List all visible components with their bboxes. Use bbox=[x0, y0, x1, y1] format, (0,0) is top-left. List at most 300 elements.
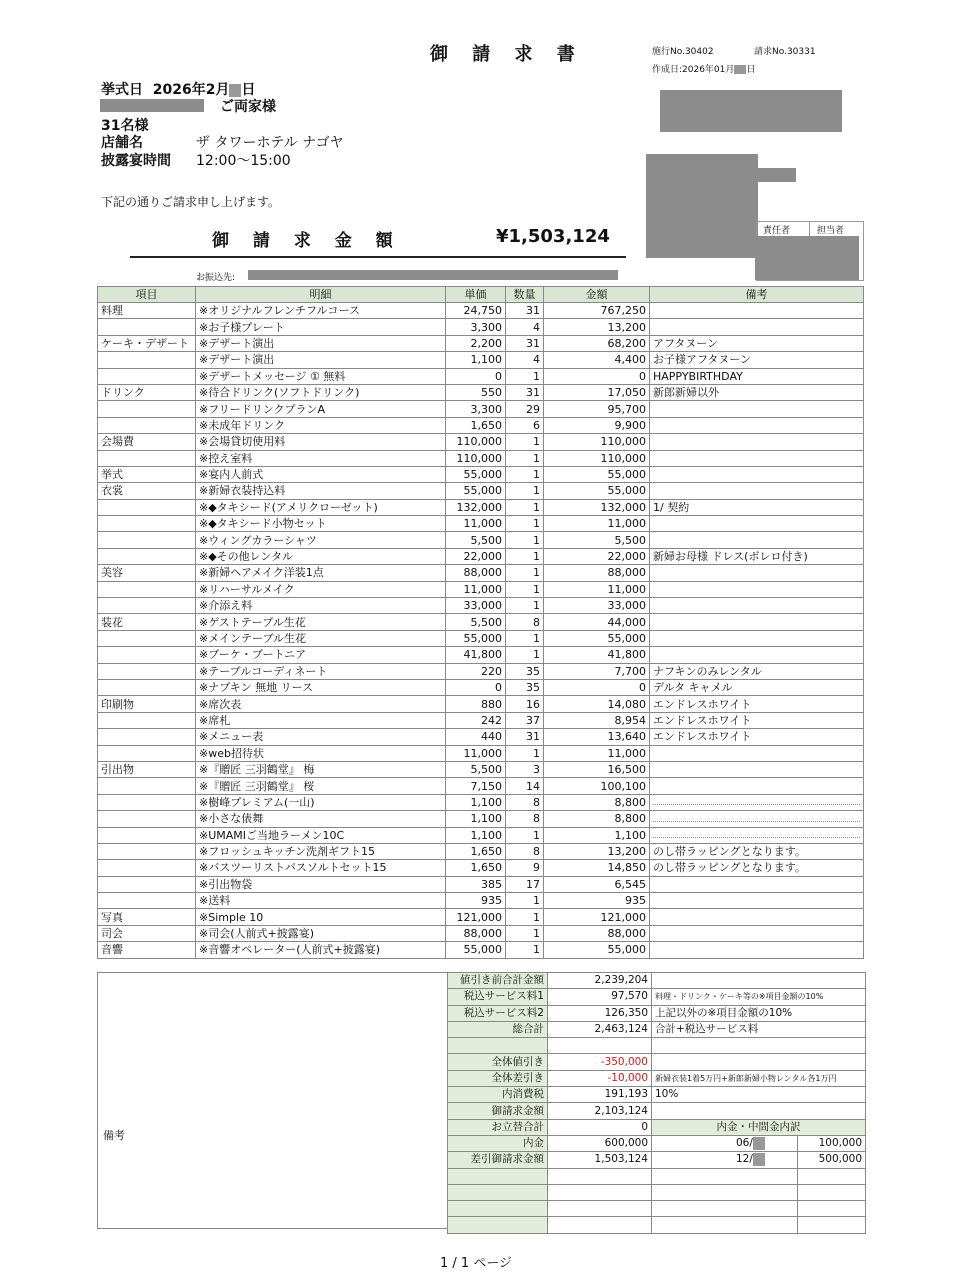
row-quantity: 1 bbox=[506, 598, 544, 614]
table-row bbox=[98, 384, 864, 400]
row-quantity: 1 bbox=[506, 483, 544, 499]
row-quantity: 16 bbox=[506, 696, 544, 712]
breakdown-label: 内金・中間金内訳 bbox=[652, 1119, 866, 1135]
table-row bbox=[98, 434, 864, 450]
table-row bbox=[98, 516, 864, 532]
row-item: ※UMAMIご当地ラーメン10C bbox=[196, 827, 446, 843]
row-amount: 100,100 bbox=[544, 778, 650, 794]
row-amount: 0 bbox=[544, 679, 650, 695]
row-note: ナフキンのみレンタル bbox=[650, 663, 864, 679]
row-item: ※◆タキシード(アメリクローゼット) bbox=[196, 499, 446, 515]
row-amount: 14,850 bbox=[544, 860, 650, 876]
row-unit-price: 1,100 bbox=[446, 827, 506, 843]
svc2-note: 上記以外の※項目金額の10% bbox=[652, 1005, 866, 1021]
row-unit-price: 1,100 bbox=[446, 352, 506, 368]
row-category: 引出物 bbox=[98, 761, 196, 777]
row-category bbox=[98, 532, 196, 548]
row-category bbox=[98, 450, 196, 466]
row-item: ※未成年ドリンク bbox=[196, 417, 446, 433]
row-amount: 88,000 bbox=[544, 925, 650, 941]
row-unit-price: 220 bbox=[446, 663, 506, 679]
row-amount: 33,000 bbox=[544, 598, 650, 614]
table-row bbox=[98, 417, 864, 433]
table-row bbox=[98, 450, 864, 466]
deposit1-date-text: 06/ bbox=[736, 1137, 753, 1150]
row-unit-price: 5,500 bbox=[446, 614, 506, 630]
row-note bbox=[650, 434, 864, 450]
table-row bbox=[98, 794, 864, 810]
row-category bbox=[98, 630, 196, 646]
row-quantity: 31 bbox=[506, 384, 544, 400]
ceremony-date-label: 挙式日 bbox=[101, 82, 143, 98]
row-amount: 55,000 bbox=[544, 942, 650, 958]
row-note: アフタヌーン bbox=[650, 335, 864, 351]
redaction bbox=[646, 154, 758, 258]
row-note bbox=[650, 909, 864, 925]
row-category bbox=[98, 368, 196, 384]
row-unit-price: 440 bbox=[446, 729, 506, 745]
row-amount: 0 bbox=[544, 368, 650, 384]
svc1-value: 97,570 bbox=[548, 989, 652, 1005]
created-date bbox=[652, 62, 755, 75]
row-unit-price: 1,650 bbox=[446, 860, 506, 876]
table-row bbox=[98, 696, 864, 712]
summary-row bbox=[448, 1119, 866, 1135]
staff-label: 担当者 bbox=[817, 226, 845, 236]
row-note bbox=[650, 761, 864, 777]
summary-row bbox=[448, 1135, 866, 1151]
row-amount: 8,954 bbox=[544, 712, 650, 728]
table-row bbox=[98, 303, 864, 319]
row-amount: 11,000 bbox=[544, 745, 650, 761]
bank-label: お振込先: bbox=[196, 273, 236, 283]
row-item: ※待合ドリンク(ソフトドリンク) bbox=[196, 384, 446, 400]
store-name: ザ タワーホテル ナゴヤ bbox=[196, 135, 344, 151]
row-note bbox=[650, 778, 864, 794]
redaction bbox=[248, 270, 618, 280]
row-quantity: 1 bbox=[506, 516, 544, 532]
row-amount: 41,800 bbox=[544, 647, 650, 663]
summary-row bbox=[448, 1054, 866, 1070]
row-amount: 14,080 bbox=[544, 696, 650, 712]
deduct-value: -10,000 bbox=[548, 1070, 652, 1086]
redaction bbox=[753, 1137, 765, 1150]
row-item: ※オリジナルフレンチフルコース bbox=[196, 303, 446, 319]
row-category bbox=[98, 876, 196, 892]
row-item: ※メニュー表 bbox=[196, 729, 446, 745]
table-row bbox=[98, 811, 864, 827]
discount-label: 全体値引き bbox=[448, 1054, 548, 1070]
row-item: ※web招待状 bbox=[196, 745, 446, 761]
header-item: 明細 bbox=[196, 287, 446, 303]
reception-label: 披露宴時間 bbox=[101, 153, 171, 169]
row-item: ※送料 bbox=[196, 893, 446, 909]
tax-note: 10% bbox=[652, 1087, 866, 1103]
row-category bbox=[98, 516, 196, 532]
table-row bbox=[98, 876, 864, 892]
row-amount: 767,250 bbox=[544, 303, 650, 319]
row-item: ※樹峰プレミアム(一山) bbox=[196, 794, 446, 810]
row-quantity: 1 bbox=[506, 368, 544, 384]
invoice-number: 請求No.30331 bbox=[754, 47, 816, 57]
row-note bbox=[650, 450, 864, 466]
row-category: 挙式 bbox=[98, 466, 196, 482]
deposit1-amount: 100,000 bbox=[798, 1135, 866, 1151]
table-row bbox=[98, 630, 864, 646]
row-quantity: 35 bbox=[506, 679, 544, 695]
row-amount: 68,200 bbox=[544, 335, 650, 351]
row-amount: 95,700 bbox=[544, 401, 650, 417]
row-note bbox=[650, 466, 864, 482]
row-quantity: 1 bbox=[506, 925, 544, 941]
row-quantity: 35 bbox=[506, 663, 544, 679]
summary-row bbox=[448, 1005, 866, 1021]
row-quantity: 6 bbox=[506, 417, 544, 433]
row-note bbox=[650, 614, 864, 630]
row-category: ケーキ・デザート bbox=[98, 335, 196, 351]
row-amount: 11,000 bbox=[544, 516, 650, 532]
row-category bbox=[98, 811, 196, 827]
notice-text: 下記の通りご請求申し上げます。 bbox=[101, 195, 281, 209]
row-amount: 121,000 bbox=[544, 909, 650, 925]
row-category bbox=[98, 401, 196, 417]
row-amount: 11,000 bbox=[544, 581, 650, 597]
row-category: 美容 bbox=[98, 565, 196, 581]
row-category bbox=[98, 581, 196, 597]
row-note bbox=[650, 630, 864, 646]
deposit2-date bbox=[652, 1152, 798, 1168]
row-unit-price: 41,800 bbox=[446, 647, 506, 663]
row-amount: 6,545 bbox=[544, 876, 650, 892]
table-row bbox=[98, 729, 864, 745]
row-quantity: 37 bbox=[506, 712, 544, 728]
row-amount: 5,500 bbox=[544, 532, 650, 548]
invoice-label: 御請求金額 bbox=[448, 1103, 548, 1119]
amount-underline bbox=[130, 256, 626, 258]
row-item: ※バスツーリストバスソルトセット15 bbox=[196, 860, 446, 876]
row-unit-price: 242 bbox=[446, 712, 506, 728]
summary-blank-row bbox=[448, 1201, 866, 1217]
balance-value: 1,503,124 bbox=[548, 1152, 652, 1168]
svc2-value: 126,350 bbox=[548, 1005, 652, 1021]
row-unit-price: 0 bbox=[446, 679, 506, 695]
row-unit-price: 1,100 bbox=[446, 794, 506, 810]
row-category: 印刷物 bbox=[98, 696, 196, 712]
row-item: ※席次表 bbox=[196, 696, 446, 712]
row-quantity: 1 bbox=[506, 745, 544, 761]
row-note: エンドレスホワイト bbox=[650, 729, 864, 745]
row-amount: 4,400 bbox=[544, 352, 650, 368]
redaction bbox=[753, 1153, 765, 1166]
row-item: ※引出物袋 bbox=[196, 876, 446, 892]
redaction bbox=[734, 65, 746, 74]
row-category bbox=[98, 417, 196, 433]
row-quantity: 31 bbox=[506, 303, 544, 319]
pretax-note bbox=[652, 973, 866, 989]
row-quantity: 1 bbox=[506, 548, 544, 564]
row-category bbox=[98, 745, 196, 761]
row-unit-price: 55,000 bbox=[446, 483, 506, 499]
row-unit-price: 7,150 bbox=[446, 778, 506, 794]
row-category bbox=[98, 778, 196, 794]
row-note bbox=[650, 401, 864, 417]
summary-row bbox=[448, 1152, 866, 1168]
row-quantity: 1 bbox=[506, 450, 544, 466]
row-note: お子様アフタヌーン bbox=[650, 352, 864, 368]
summary-table bbox=[447, 972, 866, 1234]
row-item: ※フロッシュキッチン洗剤ギフト15 bbox=[196, 843, 446, 859]
row-unit-price: 132,000 bbox=[446, 499, 506, 515]
row-amount: 13,200 bbox=[544, 843, 650, 859]
row-quantity: 4 bbox=[506, 319, 544, 335]
row-note bbox=[650, 483, 864, 499]
advance-value: 0 bbox=[548, 1119, 652, 1135]
row-unit-price: 11,000 bbox=[446, 516, 506, 532]
deduct-note: 新婦衣装1着5万円+新郎新婦小物レンタル各1万円 bbox=[652, 1070, 866, 1086]
row-item: ※会場貸切使用料 bbox=[196, 434, 446, 450]
table-row bbox=[98, 565, 864, 581]
row-unit-price: 55,000 bbox=[446, 630, 506, 646]
fine-print bbox=[653, 837, 860, 840]
row-amount: 935 bbox=[544, 893, 650, 909]
row-unit-price: 88,000 bbox=[446, 565, 506, 581]
row-amount: 7,700 bbox=[544, 663, 650, 679]
page-number: 1 / 1 ページ bbox=[440, 1256, 513, 1271]
row-quantity: 1 bbox=[506, 827, 544, 843]
ceremony-day: 日 bbox=[241, 82, 256, 98]
row-item: ※席札 bbox=[196, 712, 446, 728]
redaction bbox=[100, 99, 204, 112]
row-quantity: 31 bbox=[506, 729, 544, 745]
row-quantity: 29 bbox=[506, 401, 544, 417]
balance-label: 差引御請求金額 bbox=[448, 1152, 548, 1168]
row-amount: 22,000 bbox=[544, 548, 650, 564]
row-note: のし帯ラッピングとなります。 bbox=[650, 843, 864, 859]
row-quantity: 31 bbox=[506, 335, 544, 351]
family-name: ご両家様 bbox=[220, 99, 276, 115]
row-item: ※リハーサルメイク bbox=[196, 581, 446, 597]
row-item: ※デザート演出 bbox=[196, 352, 446, 368]
row-note bbox=[650, 811, 864, 827]
row-amount: 8,800 bbox=[544, 811, 650, 827]
reception-time: 12:00〜15:00 bbox=[196, 153, 291, 169]
row-note bbox=[650, 417, 864, 433]
summary-row bbox=[448, 1070, 866, 1086]
row-quantity: 1 bbox=[506, 581, 544, 597]
row-note: 新婦お母様 ドレス(ボレロ付き) bbox=[650, 548, 864, 564]
invoice-amount-value: ¥1,503,124 bbox=[496, 226, 610, 247]
row-item: ※メインテーブル生花 bbox=[196, 630, 446, 646]
row-item: ※控え室料 bbox=[196, 450, 446, 466]
table-row bbox=[98, 548, 864, 564]
row-quantity: 1 bbox=[506, 499, 544, 515]
tax-value: 191,193 bbox=[548, 1087, 652, 1103]
row-unit-price: 110,000 bbox=[446, 450, 506, 466]
table-row bbox=[98, 466, 864, 482]
row-item: ※テーブルコーディネート bbox=[196, 663, 446, 679]
row-category: 衣裳 bbox=[98, 483, 196, 499]
row-amount: 44,000 bbox=[544, 614, 650, 630]
total-value: 2,463,124 bbox=[548, 1021, 652, 1037]
row-category: 写真 bbox=[98, 909, 196, 925]
redaction bbox=[758, 168, 796, 182]
row-unit-price: 2,200 bbox=[446, 335, 506, 351]
summary-row bbox=[448, 1021, 866, 1037]
row-note bbox=[650, 876, 864, 892]
created-date-text: 作成日:2026年01月 bbox=[652, 65, 735, 75]
summary-row bbox=[448, 989, 866, 1005]
row-note: エンドレスホワイト bbox=[650, 712, 864, 728]
row-quantity: 1 bbox=[506, 434, 544, 450]
table-row bbox=[98, 499, 864, 515]
table-row bbox=[98, 352, 864, 368]
row-category bbox=[98, 352, 196, 368]
summary-spacer bbox=[448, 1038, 866, 1054]
row-unit-price: 1,650 bbox=[446, 417, 506, 433]
row-note bbox=[650, 581, 864, 597]
row-amount: 8,800 bbox=[544, 794, 650, 810]
table-row bbox=[98, 761, 864, 777]
summary-blank-row bbox=[448, 1184, 866, 1200]
document-title: 御 請 求 書 bbox=[430, 44, 584, 65]
invoice-value: 2,103,124 bbox=[548, 1103, 652, 1119]
table-row bbox=[98, 893, 864, 909]
row-amount: 17,050 bbox=[544, 384, 650, 400]
row-note bbox=[650, 532, 864, 548]
row-item: ※小さな俵舞 bbox=[196, 811, 446, 827]
tax-label: 内消費税 bbox=[448, 1087, 548, 1103]
table-row bbox=[98, 843, 864, 859]
table-row bbox=[98, 827, 864, 843]
row-note bbox=[650, 598, 864, 614]
items-body bbox=[98, 303, 864, 959]
row-amount: 13,200 bbox=[544, 319, 650, 335]
row-note bbox=[650, 647, 864, 663]
table-row bbox=[98, 663, 864, 679]
row-quantity: 4 bbox=[506, 352, 544, 368]
row-note: 新郎新婦以外 bbox=[650, 384, 864, 400]
row-amount: 1,100 bbox=[544, 827, 650, 843]
row-quantity: 1 bbox=[506, 909, 544, 925]
row-item: ※◆その他レンタル bbox=[196, 548, 446, 564]
remarks-label: 備考 bbox=[103, 1129, 125, 1142]
execution-number: 施行No.30402 bbox=[652, 47, 714, 57]
row-category bbox=[98, 827, 196, 843]
svc1-note: 料理・ドリンク・ケーキ等の※項目金額の10% bbox=[652, 989, 866, 1005]
table-row bbox=[98, 925, 864, 941]
row-note bbox=[650, 925, 864, 941]
row-unit-price: 935 bbox=[446, 893, 506, 909]
row-category: 装花 bbox=[98, 614, 196, 630]
summary-row bbox=[448, 973, 866, 989]
deposit-label: 内金 bbox=[448, 1135, 548, 1151]
row-amount: 110,000 bbox=[544, 434, 650, 450]
row-quantity: 1 bbox=[506, 647, 544, 663]
row-quantity: 1 bbox=[506, 893, 544, 909]
row-amount: 55,000 bbox=[544, 466, 650, 482]
row-category: 司会 bbox=[98, 925, 196, 941]
row-note bbox=[650, 942, 864, 958]
row-unit-price: 33,000 bbox=[446, 598, 506, 614]
table-row bbox=[98, 401, 864, 417]
table-row bbox=[98, 614, 864, 630]
items-table bbox=[97, 286, 864, 959]
row-unit-price: 22,000 bbox=[446, 548, 506, 564]
store-label: 店舗名 bbox=[101, 135, 143, 151]
deposit2-amount: 500,000 bbox=[798, 1152, 866, 1168]
table-row bbox=[98, 778, 864, 794]
pretax-value: 2,239,204 bbox=[548, 973, 652, 989]
row-quantity: 8 bbox=[506, 614, 544, 630]
row-item: ※お子様プレート bbox=[196, 319, 446, 335]
row-note bbox=[650, 827, 864, 843]
row-item: ※新婦ヘアメイク洋装1点 bbox=[196, 565, 446, 581]
row-unit-price: 3,300 bbox=[446, 319, 506, 335]
row-note: 1/ 契約 bbox=[650, 499, 864, 515]
row-item: ※ブーケ・ブートニア bbox=[196, 647, 446, 663]
row-item: ※『贈匠 三羽鶴堂』 桜 bbox=[196, 778, 446, 794]
row-note bbox=[650, 565, 864, 581]
row-item: ※宴内人前式 bbox=[196, 466, 446, 482]
table-row bbox=[98, 647, 864, 663]
row-unit-price: 110,000 bbox=[446, 434, 506, 450]
row-quantity: 8 bbox=[506, 794, 544, 810]
row-unit-price: 385 bbox=[446, 876, 506, 892]
discount-value: -350,000 bbox=[548, 1054, 652, 1070]
row-quantity: 8 bbox=[506, 843, 544, 859]
row-quantity: 1 bbox=[506, 532, 544, 548]
row-item: ※音響オペレーター(人前式+披露宴) bbox=[196, 942, 446, 958]
row-unit-price: 11,000 bbox=[446, 745, 506, 761]
remarks-box bbox=[97, 972, 449, 1229]
row-note: HAPPYBIRTHDAY bbox=[650, 368, 864, 384]
advance-label: お立替合計 bbox=[448, 1119, 548, 1135]
table-row bbox=[98, 909, 864, 925]
redaction bbox=[229, 84, 241, 97]
row-quantity: 1 bbox=[506, 565, 544, 581]
row-category bbox=[98, 843, 196, 859]
table-header-row bbox=[98, 287, 864, 303]
table-row bbox=[98, 532, 864, 548]
row-category bbox=[98, 860, 196, 876]
row-note bbox=[650, 893, 864, 909]
row-unit-price: 5,500 bbox=[446, 761, 506, 777]
row-item: ※介添え料 bbox=[196, 598, 446, 614]
invoice-amount-label: 御 請 求 金 額 bbox=[212, 231, 402, 251]
row-category bbox=[98, 598, 196, 614]
row-item: ※◆タキシード小物セット bbox=[196, 516, 446, 532]
row-unit-price: 121,000 bbox=[446, 909, 506, 925]
total-note: 合計+税込サービス料 bbox=[652, 1021, 866, 1037]
svc1-label: 税込サービス料1 bbox=[448, 989, 548, 1005]
row-note bbox=[650, 794, 864, 810]
header-category: 項目 bbox=[98, 287, 196, 303]
row-unit-price: 55,000 bbox=[446, 466, 506, 482]
header-unit-price: 単価 bbox=[446, 287, 506, 303]
table-row bbox=[98, 368, 864, 384]
row-category: 会場費 bbox=[98, 434, 196, 450]
redaction bbox=[755, 236, 859, 280]
row-quantity: 3 bbox=[506, 761, 544, 777]
row-amount: 55,000 bbox=[544, 483, 650, 499]
row-item: ※司会(人前式+披露宴) bbox=[196, 925, 446, 941]
row-unit-price: 88,000 bbox=[446, 925, 506, 941]
pretax-label: 値引き前合計金額 bbox=[448, 973, 548, 989]
row-unit-price: 550 bbox=[446, 384, 506, 400]
table-row bbox=[98, 712, 864, 728]
row-item: ※デザートメッセージ ① 無料 bbox=[196, 368, 446, 384]
row-item: ※ウィングカラーシャツ bbox=[196, 532, 446, 548]
